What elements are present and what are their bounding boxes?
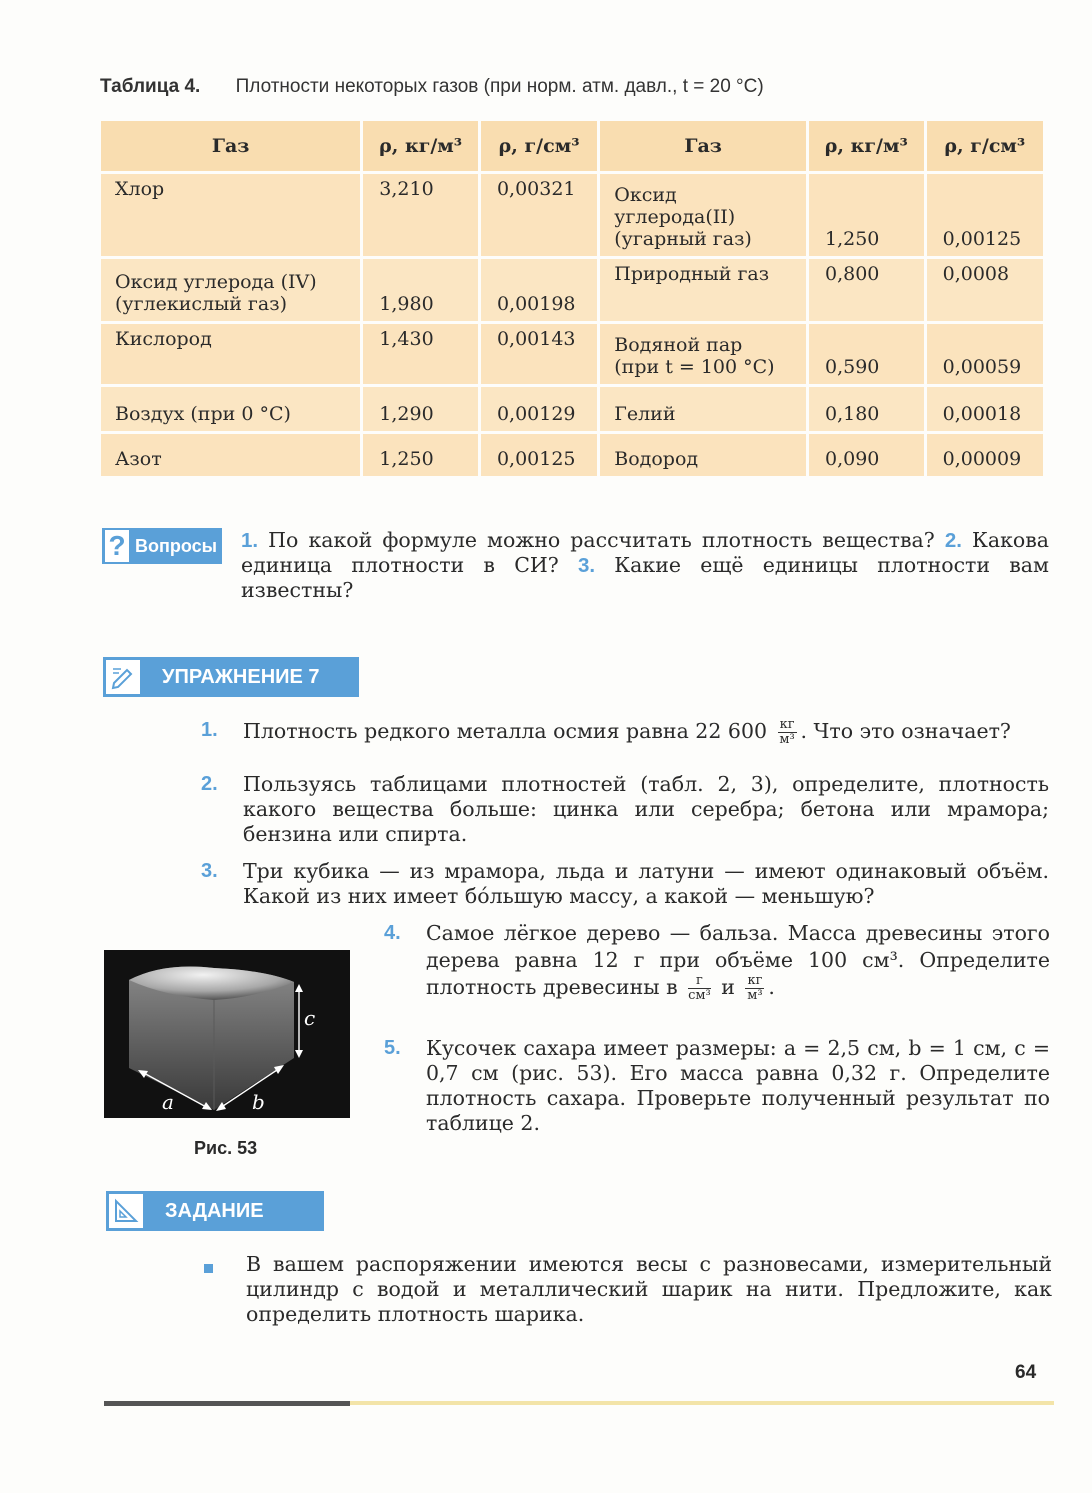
gas-name: Природный газ bbox=[600, 259, 806, 321]
gas-name: Азот bbox=[101, 434, 360, 476]
pencil-icon bbox=[106, 660, 140, 694]
table-number: Таблица 4. bbox=[100, 76, 201, 97]
gas-name: Воздух (при 0 °C) bbox=[101, 387, 360, 431]
question-mark-icon: ? bbox=[105, 530, 129, 562]
header-kg-1: ρ, кг/м³ bbox=[363, 121, 478, 171]
exercise-text: Кусочек сахара имеет размеры: a = 2,5 см, b = 1 см, c = 0,7 см (рис. 53). Его масса равна 0,32 г. Определите плотность сахара. Проверьте полученный результат по таблице 2. bbox=[426, 1036, 1050, 1135]
exercise-text: Пользуясь таблицами плотностей (табл. 2, 3), определите, плотность какого вещества больше: цинка или серебра; бетона или мрамора; бензина или спирта. bbox=[243, 772, 1049, 846]
question-number: 3. bbox=[577, 554, 596, 577]
exercise-title: УПРАЖНЕНИЕ 7 bbox=[162, 665, 320, 688]
bullet-icon bbox=[204, 1264, 213, 1273]
exercise-number: 1. bbox=[201, 719, 218, 741]
header-kg-2: ρ, кг/м³ bbox=[809, 121, 924, 171]
density-kg: 0,090 bbox=[809, 434, 924, 476]
table-row bbox=[101, 259, 1043, 321]
density-kg: 1,430 bbox=[363, 324, 478, 384]
page-number: 64 bbox=[1015, 1362, 1037, 1383]
exercise-item bbox=[384, 1036, 1050, 1136]
sugar-cube-illustration bbox=[104, 950, 350, 1118]
exercise-item bbox=[201, 859, 1049, 909]
table-title: Плотности некоторых газов (при норм. атм. давл., t = 20 °C) bbox=[235, 76, 764, 97]
header-g-2: ρ, г/см³ bbox=[927, 121, 1043, 171]
table-row bbox=[101, 434, 1043, 476]
density-kg: 0,800 bbox=[809, 259, 924, 321]
fraction-kg-m3: $\frac{кг}{\text{м³}}$ bbox=[779, 717, 795, 747]
task-text: В вашем распоряжении имеются весы с разновесами, измерительный цилиндр с водой и металлический шарик на нити. Предложите, как определить плотность шарика. bbox=[246, 1252, 1052, 1326]
density-g: 0,00125 bbox=[481, 434, 597, 476]
exercise-item bbox=[201, 772, 1049, 847]
density-kg: 1,250 bbox=[363, 434, 478, 476]
question-number: 1. bbox=[241, 529, 259, 552]
questions-badge bbox=[102, 528, 222, 564]
footer-rule-dark bbox=[104, 1401, 350, 1406]
density-kg: 0,590 bbox=[809, 324, 924, 384]
gas-name: Кислород bbox=[101, 324, 360, 384]
exercise-text: Плотность редкого металла осмия равна 22 600 bbox=[243, 719, 768, 743]
density-g: 0,00129 bbox=[481, 387, 597, 431]
exercise-item bbox=[201, 717, 1049, 747]
density-kg: 0,180 bbox=[809, 387, 924, 431]
gas-name: Водород bbox=[600, 434, 806, 476]
exercise-text: . bbox=[768, 975, 775, 999]
density-kg: 1,250 bbox=[809, 174, 924, 256]
gas-name: Хлор bbox=[101, 174, 360, 256]
exercise-number: 3. bbox=[201, 860, 218, 882]
gas-name: Оксид углерода (IV) (углекислый газ) bbox=[101, 259, 360, 321]
density-g: 0,00198 bbox=[481, 259, 597, 321]
exercise-item bbox=[384, 920, 1050, 1003]
table-row bbox=[101, 324, 1043, 384]
exercise-number: 5. bbox=[384, 1037, 401, 1059]
gas-name: Водяной пар (при t = 100 °C) bbox=[600, 324, 806, 384]
gas-name: Гелий bbox=[600, 387, 806, 431]
density-kg: 3,210 bbox=[363, 174, 478, 256]
table-header-row bbox=[101, 121, 1043, 171]
header-gas-1: Газ bbox=[101, 121, 360, 171]
question-text: По какой формуле можно рассчитать плотность вещества? bbox=[268, 528, 935, 552]
density-g: 0,00018 bbox=[927, 387, 1043, 431]
fraction-kg-m3: $\frac{кг}{\text{м³}}$ bbox=[747, 973, 763, 1003]
ruler-triangle-icon bbox=[109, 1194, 143, 1228]
questions-text bbox=[241, 528, 1049, 603]
density-g: 0,00321 bbox=[481, 174, 597, 256]
task-banner bbox=[106, 1191, 324, 1231]
gas-name: Оксид углерода(II) (угарный газ) bbox=[600, 174, 806, 256]
density-g: 0,00125 bbox=[927, 174, 1043, 256]
label-c: c bbox=[304, 1006, 316, 1030]
exercise-number: 2. bbox=[201, 773, 218, 795]
exercise-number: 4. bbox=[384, 922, 401, 944]
exercise-banner bbox=[103, 657, 359, 697]
header-g-1: ρ, г/см³ bbox=[481, 121, 597, 171]
table-row bbox=[101, 387, 1043, 431]
table-caption bbox=[100, 76, 764, 98]
question-number: 2. bbox=[944, 529, 962, 552]
exercise-text: . Что это означает? bbox=[800, 719, 1011, 743]
density-kg: 1,290 bbox=[363, 387, 478, 431]
question-text: Какие ещё единицы плотности вам известны? bbox=[241, 553, 1049, 602]
exercise-text: Три кубика — из мрамора, льда и латуни — имеют одинаковый объём. Какой из них имеет бóльшую массу, а какой — меньшую? bbox=[243, 859, 1049, 908]
header-gas-2: Газ bbox=[600, 121, 806, 171]
density-g: 0,0008 bbox=[927, 259, 1043, 321]
exercise-text: Самое лёгкое дерево — бальза. Масса древесины этого дерева равна 12 г при объёме 100 см³. Определите плотность древесины в bbox=[426, 921, 1050, 999]
sugar-cube-figure bbox=[104, 950, 350, 1118]
density-g: 0,00059 bbox=[927, 324, 1043, 384]
question-text: Какова единица плотности в СИ? bbox=[241, 528, 1049, 577]
label-a: a bbox=[162, 1090, 174, 1114]
gas-density-table bbox=[98, 118, 1046, 479]
questions-badge-label: Вопросы bbox=[135, 535, 218, 556]
fraction-g-cm3: $\frac{г}{\text{см³}}$ bbox=[688, 973, 711, 1003]
density-g: 0,00009 bbox=[927, 434, 1043, 476]
density-kg: 1,980 bbox=[363, 259, 478, 321]
task-title: ЗАДАНИЕ bbox=[165, 1199, 264, 1222]
density-g: 0,00143 bbox=[481, 324, 597, 384]
label-b: b bbox=[252, 1090, 265, 1114]
table-row bbox=[101, 174, 1043, 256]
figure-caption: Рис. 53 bbox=[194, 1138, 258, 1158]
footer-rule-yellow bbox=[350, 1401, 1054, 1405]
exercise-text: и bbox=[721, 975, 735, 999]
